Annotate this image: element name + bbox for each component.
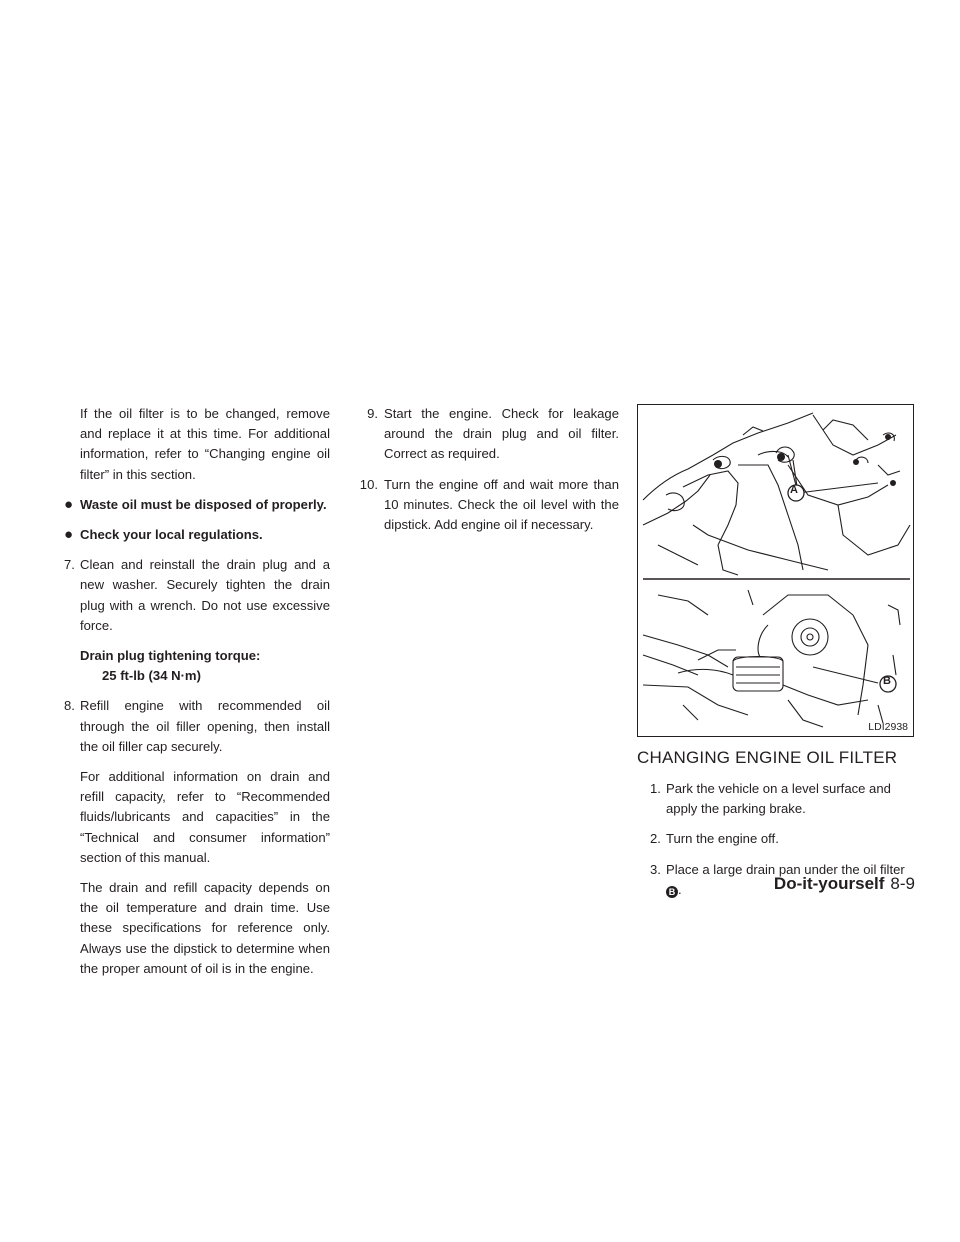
step-text: Refill engine with recommended oil through the oil filler opening, then install the oil filler cap securely. xyxy=(80,698,330,754)
engine-illustration xyxy=(637,404,914,737)
step-7 xyxy=(64,555,330,636)
step-number: 3. xyxy=(650,861,661,877)
bullet-item xyxy=(64,525,330,545)
intro-paragraph: If the oil filter is to be changed, remove and replace it at this time. For additional information, refer to “Changing engine oil filter” in this section. xyxy=(80,406,330,482)
step-number: 7. xyxy=(64,557,75,573)
column-middle xyxy=(353,404,619,545)
step-number: 9. xyxy=(367,406,378,421)
step-text: Turn the engine off. xyxy=(666,831,779,847)
step-text: Place a large drain pan under the oil filter xyxy=(666,861,905,877)
step-text: Turn the engine off and wait more than 10 minutes. Check the oil level with the dipstick. Add engine oil if necessary. xyxy=(384,476,619,533)
step-text: Clean and reinstall the drain plug and a new washer. Securely tighten the drain plug with a wrench. Do not use excessive force. xyxy=(80,557,330,633)
page-footer xyxy=(774,874,915,894)
step-text: Start the engine. Check for leakage around the drain plug and oil filter. Correct as required. xyxy=(384,406,619,462)
torque-label: Drain plug tightening torque: xyxy=(80,648,261,664)
torque-spec xyxy=(64,646,330,686)
step-10 xyxy=(353,475,619,536)
bullet-icon: ● xyxy=(64,526,74,544)
step-number: 8. xyxy=(64,698,75,714)
bullet-icon: ● xyxy=(64,495,74,513)
torque-value: 25 ft-lb (34 N·m) xyxy=(102,668,201,684)
page-number: 8-9 xyxy=(890,874,915,893)
footer-section: Do-it-yourself xyxy=(773,874,885,893)
step-2 xyxy=(650,829,915,849)
bullet-item xyxy=(64,495,330,515)
step-8 xyxy=(64,696,330,989)
callout-b: B xyxy=(883,675,891,687)
step-number: 1. xyxy=(650,781,661,796)
step-text: Park the vehicle on a level surface and apply the parking brake. xyxy=(666,781,891,817)
column-left xyxy=(64,404,330,999)
step-paragraph: For additional information on drain and refill capacity, refer to “Recommended fluids/lubricants and capacities” in the “Technical and consumer information” section of this manual. xyxy=(80,769,330,865)
callout-b-icon: B xyxy=(666,886,678,898)
step-number: 2. xyxy=(650,831,661,847)
bullet-text: Waste oil must be disposed of properly. xyxy=(80,496,327,512)
callout-a: A xyxy=(790,484,798,496)
step-number: 10. xyxy=(359,476,378,492)
section-heading: CHANGING ENGINE OIL FILTER xyxy=(637,748,898,767)
figure-code: LDI2938 xyxy=(868,721,908,733)
step-9 xyxy=(353,404,619,465)
step-paragraph: The drain and refill capacity depends on the oil temperature and drain time. Use these specifications for reference only. Always use the dipstick to determine when the proper amount of oil is in the engine. xyxy=(80,880,330,976)
bullet-text: Check your local regulations. xyxy=(80,527,263,543)
step-end: . xyxy=(678,881,682,897)
engine-drawing xyxy=(638,405,913,736)
step-1 xyxy=(650,779,915,819)
